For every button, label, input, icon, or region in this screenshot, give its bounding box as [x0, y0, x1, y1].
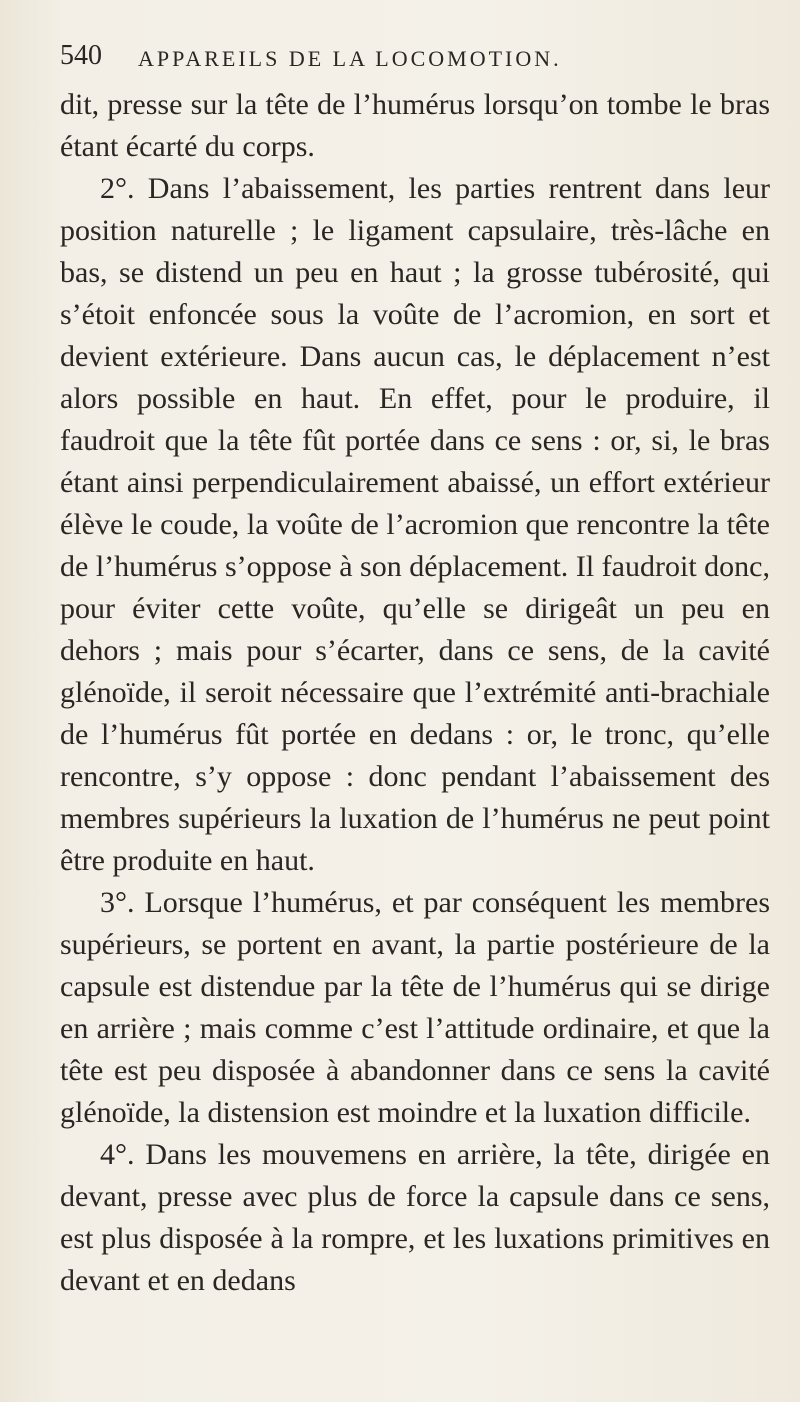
paragraph-avant: 3°. Lorsque l’humérus, et par conséquent les membres supérieurs, se portent en avant, la partie postérieure de la capsule est distendue par la tête de l’humérus qui se dirige en arrière ; mais comme c’est l’attitude ordinaire, et que la tête est peu disposée à abandonner dans ce sens la cavité glénoïde, la distension est moindre et la luxation difficile. [60, 886, 770, 1129]
body-text [60, 84, 770, 1302]
paragraph-arriere: 4°. Dans les mouvemens en arrière, la tête, dirigée en devant, presse avec plus de force la capsule dans ce sens, est plus disposée à la rompre, et les luxations primitives en devant et en dedans [60, 1138, 770, 1297]
paragraph-continuation: dit, presse sur la tête de l’humérus lorsqu’on tombe le bras étant écarté du corps. [60, 88, 770, 163]
page-header [60, 40, 760, 84]
page-number: 540 [60, 40, 102, 71]
paragraph-abaissement: 2°. Dans l’abaissement, les parties rentrent dans leur position naturelle ; le ligament capsulaire, très-lâche en bas, se distend un peu en haut ; la grosse tubérosité, qui s’étoit enfoncée sous la voûte de l’acromion, en sort et devient extérieure. Dans aucun cas, le déplacement n’est alors possible en haut. En effet, pour le produire, il faudroit que la tête fût portée dans ce sens : or, si, le bras étant ainsi perpendiculairement abaissé, un effort extérieur élève le coude, la voûte de l’acromion que rencontre la tête de l’humérus s’oppose à son déplacement. Il faudroit donc, pour éviter cette voûte, qu’elle se dirigeât un peu en dehors ; mais pour s’écarter, dans ce sens, de la cavité glénoïde, il seroit nécessaire que l’extrémité anti-brachiale de l’humérus fût portée en dedans : or, le tronc, qu’elle rencontre, s’y oppose : donc pendant l’abaissement des membres supérieurs la luxation de l’humérus ne peut point être produite en haut. [60, 172, 770, 877]
running-head: APPAREILS DE LA LOCOMOTION. [138, 46, 562, 71]
